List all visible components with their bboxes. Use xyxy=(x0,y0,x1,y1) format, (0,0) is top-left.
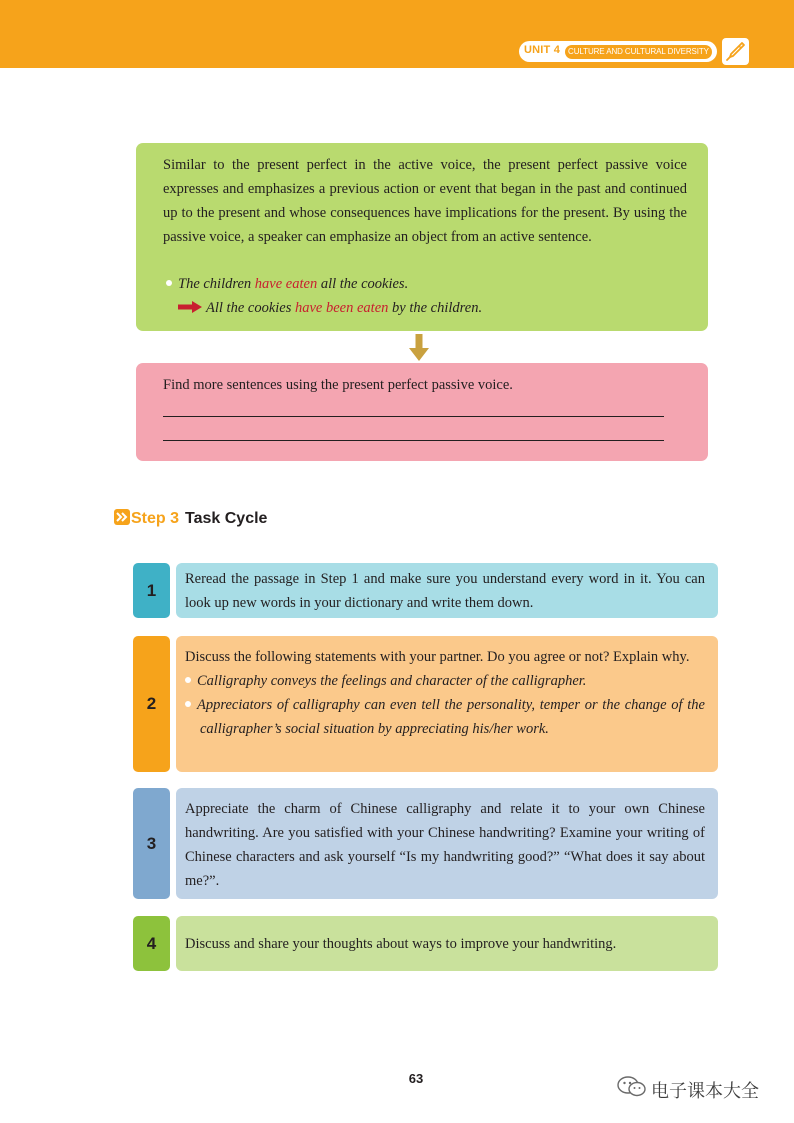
pen-icon xyxy=(722,38,749,65)
task-number-tab: 1 xyxy=(133,563,170,618)
bullet-dot-icon xyxy=(185,701,191,707)
bullet-dot-icon xyxy=(185,677,191,683)
task-bullet xyxy=(185,669,705,693)
bullet-dot-icon xyxy=(166,280,172,286)
watermark-text: 电子课本大全 xyxy=(651,1081,759,1102)
step-label: Step 3 xyxy=(131,510,180,527)
unit-topic: CULTURE AND CULTURAL DIVERSITY xyxy=(565,45,712,59)
task-bullet-text: Appreciators of calligraphy can even tell the personality, temper or the change of the calligrapher’s social situation by appreciating his/her work. xyxy=(197,697,705,737)
right-arrow-icon xyxy=(178,301,202,313)
example-active-highlight: have eaten xyxy=(254,276,318,292)
task-number-tab: 3 xyxy=(133,788,170,899)
task-text: Appreciate the charm of Chinese calligraphy and relate it to your own Chinese handwriting. Are you satisfied with your Chinese handwriting? Examine your writing of Chinese characters and ask yourself “Is my handwriting good?” “What does it say about me?”. xyxy=(185,801,705,889)
example-passive-before: All the cookies xyxy=(206,300,295,316)
answer-line[interactable] xyxy=(163,440,664,441)
unit-label: UNIT 4 xyxy=(524,44,561,56)
step-title: Task Cycle xyxy=(185,510,268,527)
task-bullet-text: Calligraphy conveys the feelings and character of the calligrapher. xyxy=(197,673,587,689)
down-arrow-icon xyxy=(409,334,429,362)
example-passive-after: by the children. xyxy=(388,300,483,316)
example-passive-highlight: have been eaten xyxy=(294,300,389,316)
example-active-before: The children xyxy=(178,276,255,292)
task-text: Discuss and share your thoughts about ways to improve your handwriting. xyxy=(185,936,617,952)
task-number-tab: 4 xyxy=(133,916,170,971)
task-bullet xyxy=(185,693,705,741)
chat-bubble-icon xyxy=(617,1076,647,1098)
example-active-sentence xyxy=(166,272,408,296)
example-passive-sentence xyxy=(178,296,482,320)
page-number: 63 xyxy=(408,1071,424,1086)
double-chevron-icon xyxy=(114,509,130,525)
example-active-after: all the cookies. xyxy=(317,276,409,292)
task-number-tab: 2 xyxy=(133,636,170,772)
grammar-note-paragraph: Similar to the present perfect in the active voice, the present perfect passive voice expresses and emphasizes a previous action or event that began in the past and continued up to the present and whose consequences have implications for the present. By using the passive voice, a speaker can emphasize an object from an active sentence. xyxy=(163,157,687,245)
practice-prompt: Find more sentences using the present perfect passive voice. xyxy=(163,377,513,393)
step-heading xyxy=(114,509,267,529)
task-content xyxy=(185,645,705,741)
task-text: Reread the passage in Step 1 and make sure you understand every word in it. You can look up new words in your dictionary and write them down. xyxy=(185,571,705,611)
task-text: Discuss the following statements with your partner. Do you agree or not? Explain why. xyxy=(185,649,690,665)
answer-line[interactable] xyxy=(163,416,664,417)
